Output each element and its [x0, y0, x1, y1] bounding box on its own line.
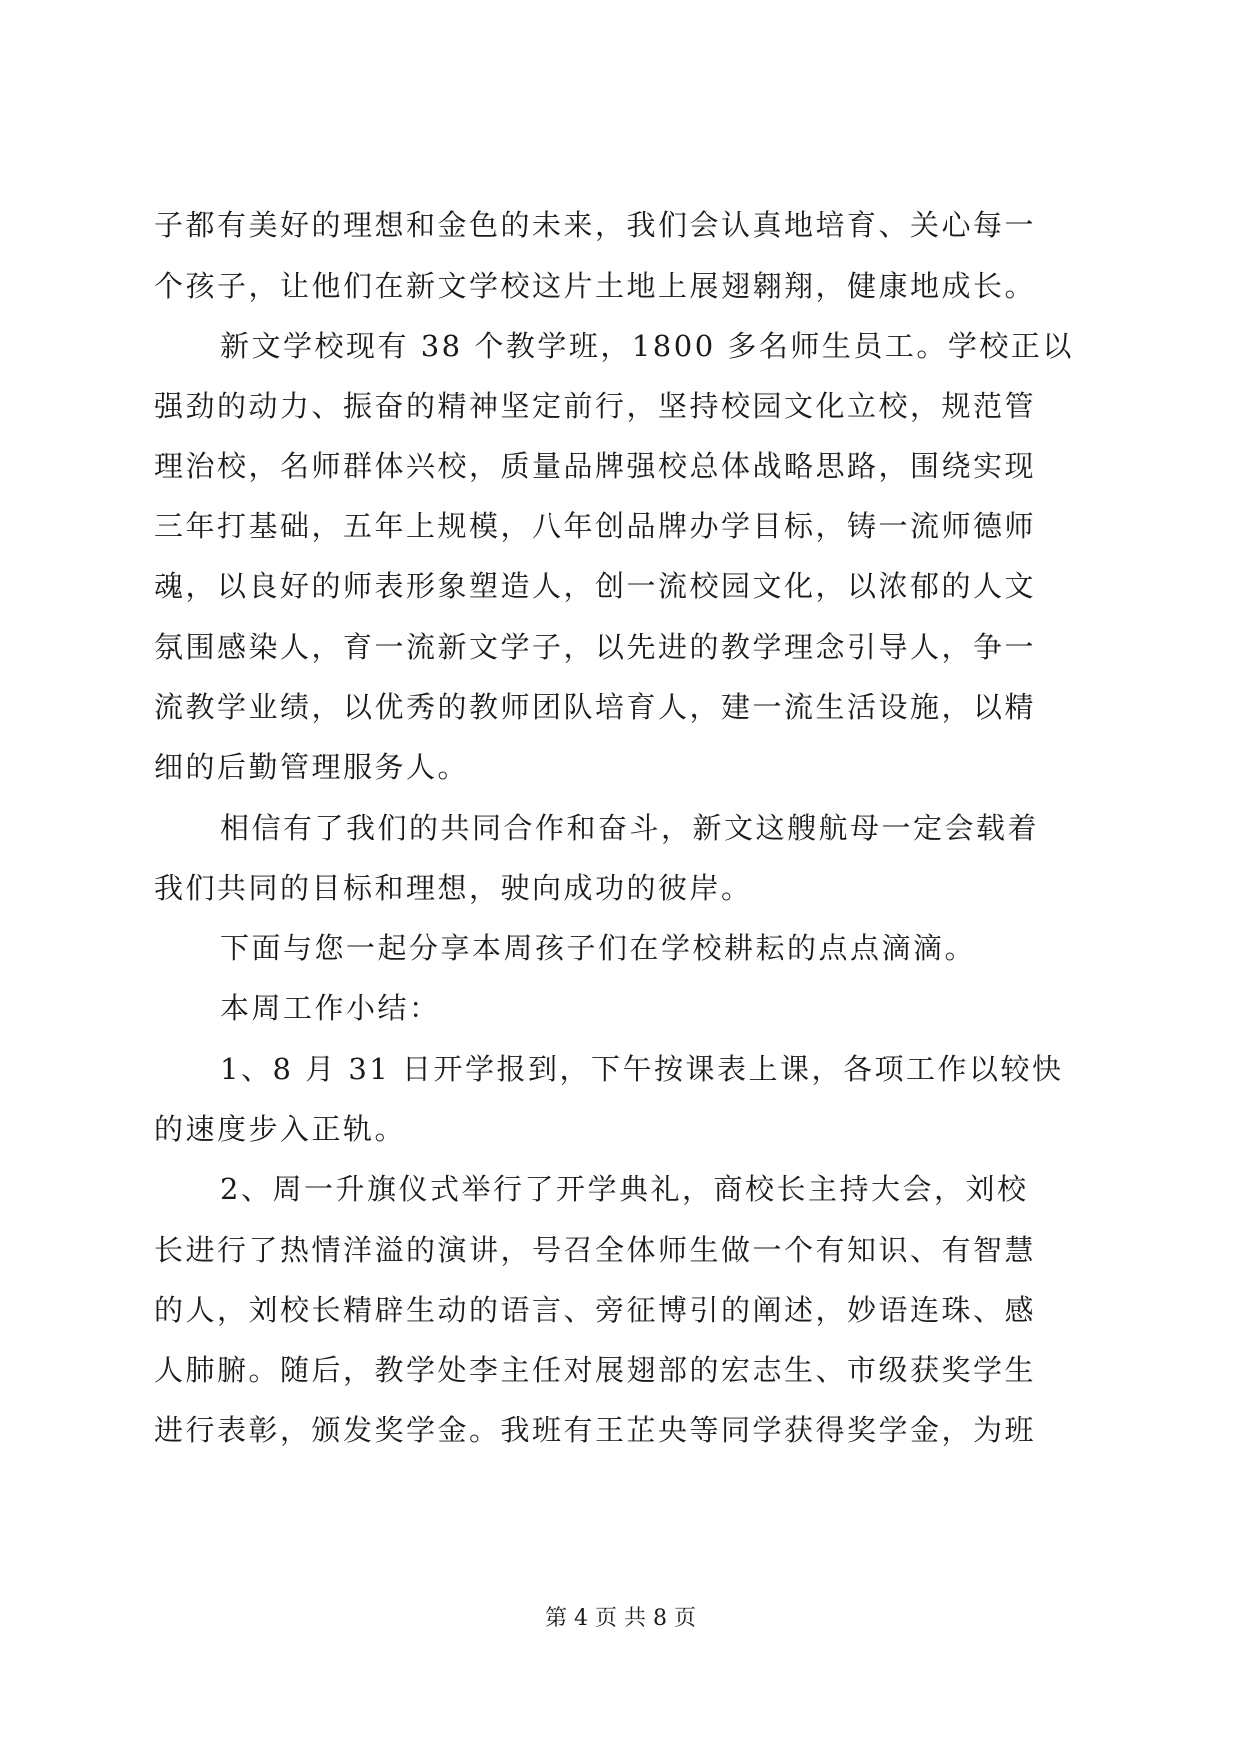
body-line: 的速度步入正轨。 [154, 1112, 407, 1146]
section-heading: 本周工作小结： [220, 991, 441, 1025]
body-line: 强劲的动力、振奋的精神坚定前行，坚持校园文化立校，规范管 [154, 389, 1037, 423]
body-line: 理治校，名师群体兴校，质量品牌强校总体战略思路，围绕实现 [154, 449, 1037, 483]
body-line: 个孩子，让他们在新文学校这片土地上展翅翱翔，健康地成长。 [154, 269, 1037, 303]
body-line: 细的后勤管理服务人。 [154, 750, 470, 784]
paragraph-start-line: 新文学校现有 38 个教学班，1800 多名师生员工。学校正以 [220, 329, 1074, 363]
body-line: 长进行了热情洋溢的演讲，号召全体师生做一个有知识、有智慧 [154, 1233, 1037, 1267]
paragraph-start-line: 相信有了我们的共同合作和奋斗，新文这艘航母一定会载着 [220, 811, 1040, 845]
paragraph-start-line: 下面与您一起分享本周孩子们在学校耕耘的点点滴滴。 [220, 931, 977, 965]
body-line: 人肺腑。随后，教学处李主任对展翅部的宏志生、市级获奖学生 [154, 1353, 1037, 1387]
body-line: 我们共同的目标和理想，驶向成功的彼岸。 [154, 871, 753, 905]
body-line: 流教学业绩，以优秀的教师团队培育人，建一流生活设施，以精 [154, 690, 1037, 724]
body-line: 魂，以良好的师表形象塑造人，创一流校园文化，以浓郁的人文 [154, 569, 1037, 603]
list-item-2-line: 2、周一升旗仪式举行了开学典礼，商校长主持大会，刘校 [220, 1172, 1029, 1206]
body-line: 子都有美好的理想和金色的未来，我们会认真地培育、关心每一 [154, 208, 1037, 242]
body-line: 氛围感染人，育一流新文学子，以先进的教学理念引导人，争一 [154, 630, 1037, 664]
list-item-1-line: 1、8 月 31 日开学报到，下午按课表上课，各项工作以较快 [220, 1052, 1064, 1086]
page-number-footer: 第 4 页 共 8 页 [545, 1606, 696, 1631]
body-line: 进行表彰，颁发奖学金。我班有王芷央等同学获得奖学金，为班 [154, 1413, 1037, 1447]
body-line: 的人，刘校长精辟生动的语言、旁征博引的阐述，妙语连珠、感 [154, 1293, 1037, 1327]
body-line: 三年打基础，五年上规模，八年创品牌办学目标，铸一流师德师 [154, 509, 1037, 543]
